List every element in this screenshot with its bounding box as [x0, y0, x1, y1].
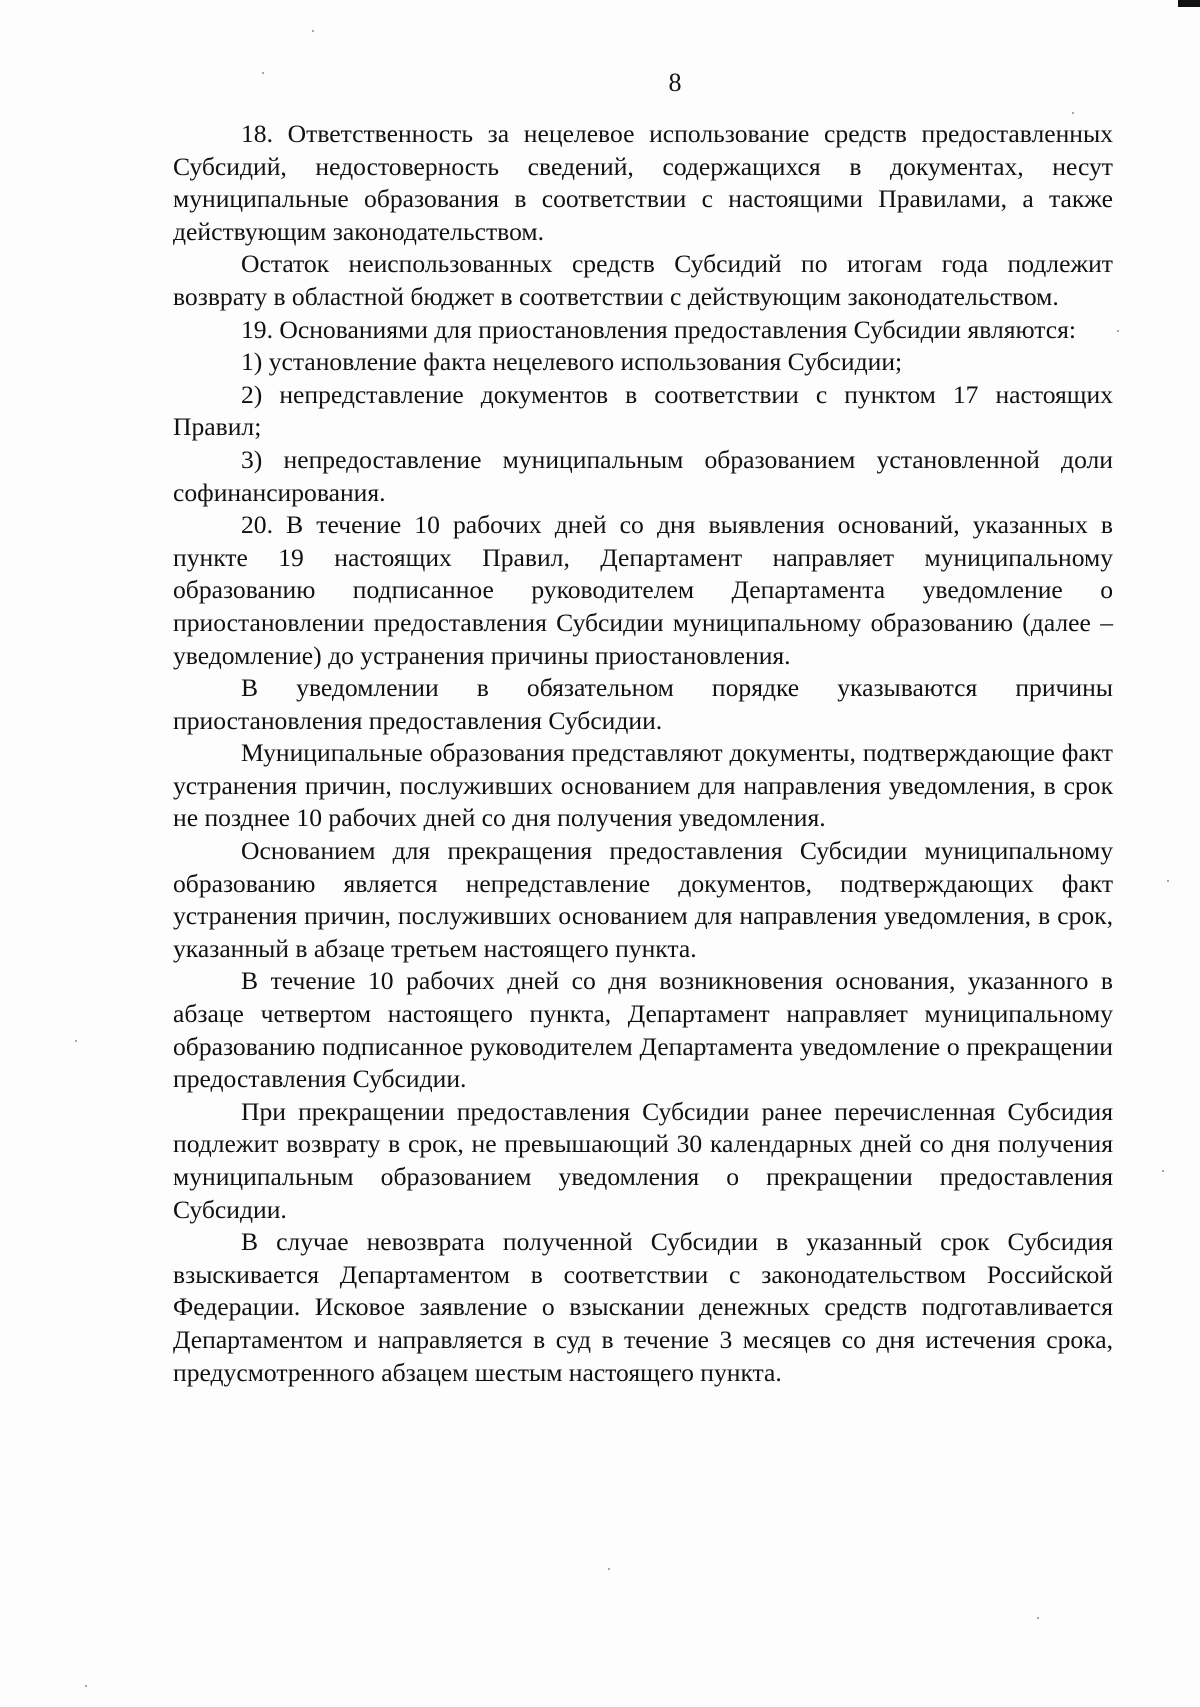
paragraph-19: 19. Основаниями для приостановления предоставления Субсидии являются: — [241, 314, 1077, 344]
paragraph-18: 18. Ответственность за нецелевое использование средств предоставленных Субсидий, недостоверность сведений, содержащихся в документах, несут муниципальные образования в соответствии с настоящими Правилами, а также действующим законодательством. — [173, 119, 1113, 246]
paragraph-20: 20. В течение 10 рабочих дней со дня выявления оснований, указанных в пункте 19 настоящих Правил, Департамент направляет муниципальному образованию подписанное руководителем Департамента уведомление о приостановлении предоставления Субсидии муниципальному образованию (далее – уведомление) до устранения причины приостановления. — [173, 510, 1113, 670]
paragraph-remaining-funds: Остаток неиспользованных средств Субсидий по итогам года подлежит возврату в областной бюджет в соответствии с действующим законодательством. — [173, 249, 1113, 311]
list-item-1: 1) установление факта нецелевого использования Субсидии; — [241, 347, 903, 377]
scan-speck — [85, 1685, 87, 1687]
body-text — [173, 118, 1113, 1389]
paragraph-notice-reasons: В уведомлении в обязательном порядке указываются причины приостановления предоставления Субсидии. — [173, 673, 1113, 735]
scan-corner-mark — [1178, 0, 1200, 7]
paragraph-recovery: В случае невозврата полученной Субсидии в указанный срок Субсидия взыскивается Департаментом в соответствии с законодательством Российской Федерации. Исковое заявление о взыскании денежных средств подготавливается Департаментом и направляется в суд в течение 3 месяцев со дня истечения срока, предусмотренного абзацем шестым настоящего пункта. — [173, 1227, 1113, 1387]
list-item-3: 3) непредоставление муниципальным образованием установленной доли софинансирования. — [173, 444, 1113, 507]
scan-speck — [1167, 880, 1169, 882]
paragraph-documents-submission: Муниципальные образования представляют документы, подтверждающие факт устранения причин, послуживших основанием для направления уведомления, в срок не позднее 10 рабочих дней со дня получения уведомления. — [173, 738, 1113, 833]
paragraph-termination-notice: В течение 10 рабочих дней со дня возникновения основания, указанного в абзаце четвертом настоящего пункта, Департамент направляет муниципальному образованию подписанное руководителем Департамента уведомление о прекращении предоставления Субсидии. — [173, 966, 1113, 1094]
scan-speck — [608, 1568, 610, 1570]
scan-speck — [1117, 330, 1119, 332]
scan-speck — [262, 72, 264, 74]
paragraph-refund: При прекращении предоставления Субсидии ранее перечисленная Субсидия подлежит возврату в срок, не превышающий 30 календарных дней со дня получения муниципальным образованием уведомления о прекращении предоставления Субсидии. — [173, 1096, 1113, 1224]
scan-speck — [1072, 112, 1074, 114]
page-number: 8 — [668, 68, 682, 97]
scan-speck — [1037, 1617, 1039, 1619]
list-item-2: 2) непредставление документов в соответствии с пунктом 17 настоящих Правил; — [173, 379, 1113, 442]
scan-speck — [75, 1040, 77, 1042]
scan-speck — [312, 30, 314, 32]
scan-speck — [1162, 1170, 1164, 1172]
paragraph-termination-grounds: Основанием для прекращения предоставления Субсидии муниципальному образованию является непредставление документов, подтверждающих факт устранения причин, послуживших основанием для направления уведомления, в срок, указанный в абзаце третьем настоящего пункта. — [173, 836, 1113, 963]
